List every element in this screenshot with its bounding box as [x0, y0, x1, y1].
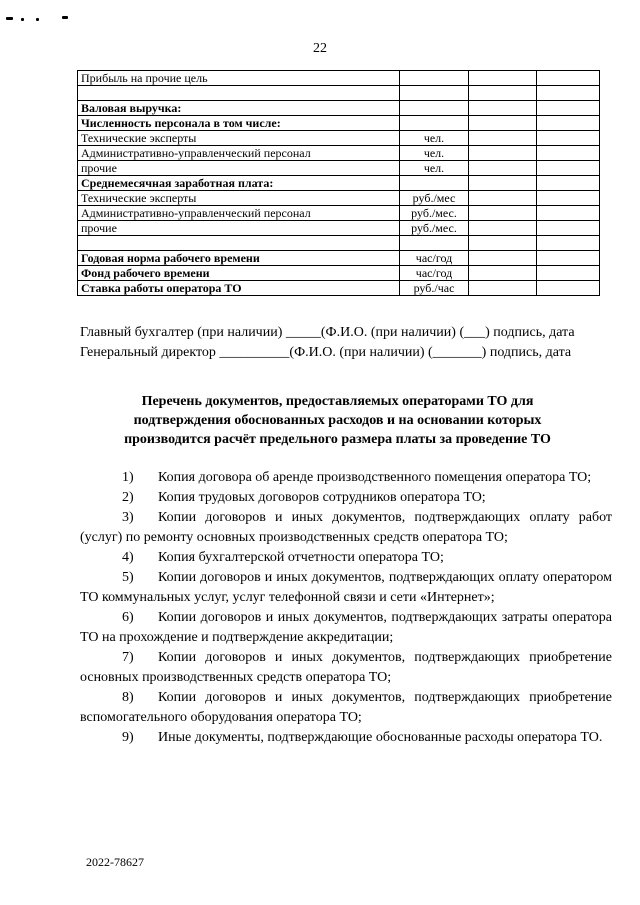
- row-value-cell: [469, 71, 537, 86]
- signature-block: [80, 323, 620, 363]
- row-unit: час/год: [400, 266, 469, 281]
- list-item-text: Копии договоров и иных документов, подтверждающих оплату работ (услуг) по ремонту основных производственных средств оператора ТО;: [80, 510, 612, 545]
- row-value-cell: [537, 176, 600, 191]
- row-value-cell: [469, 131, 537, 146]
- footer-document-code: 2022-78627: [86, 855, 144, 869]
- row-value-cell: [469, 116, 537, 131]
- table-row: [78, 281, 600, 296]
- row-value-cell: [469, 266, 537, 281]
- table-row: [78, 146, 600, 161]
- financial-indicators-table: [77, 70, 600, 296]
- list-item-text: Копии договоров и иных документов, подтверждающих приобретение вспомогательного оборудования оператора ТО;: [80, 690, 612, 725]
- list-item: [80, 508, 612, 548]
- list-item: [80, 688, 612, 728]
- row-value-cell: [537, 86, 600, 101]
- scan-artifact-marks: [6, 14, 76, 22]
- row-unit: чел.: [400, 161, 469, 176]
- list-item-number: 8): [122, 690, 134, 705]
- row-value-cell: [469, 251, 537, 266]
- list-item-text: Копия трудовых договоров сотрудников оператора ТО;: [158, 490, 486, 505]
- row-unit: [400, 101, 469, 116]
- list-item-number: 5): [122, 570, 134, 585]
- documents-list: [80, 468, 612, 748]
- list-item-number: 6): [122, 610, 134, 625]
- row-value-cell: [537, 236, 600, 251]
- table-row: [78, 266, 600, 281]
- row-unit: [400, 86, 469, 101]
- list-item-text: Копия договора об аренде производственного помещения оператора ТО;: [158, 470, 592, 485]
- list-item-text: Копии договоров и иных документов, подтверждающих затраты оператора ТО на прохождение и подтверждение аккредитации;: [80, 610, 612, 645]
- row-label: Административно-управленческий персонал: [78, 146, 400, 161]
- list-item: [80, 548, 612, 568]
- row-value-cell: [469, 221, 537, 236]
- table-row: [78, 176, 600, 191]
- table-row: [78, 236, 600, 251]
- table-row: [78, 221, 600, 236]
- row-unit: час/год: [400, 251, 469, 266]
- heading-line: подтверждения обоснованных расходов и на основании которых: [133, 413, 542, 428]
- row-unit: [400, 116, 469, 131]
- row-label: Численность персонала в том числе:: [78, 116, 400, 131]
- table-row: [78, 116, 600, 131]
- row-value-cell: [537, 101, 600, 116]
- list-item-number: 4): [122, 550, 134, 565]
- table-row: [78, 86, 600, 101]
- table-row: [78, 161, 600, 176]
- list-item: [80, 488, 612, 508]
- row-value-cell: [537, 191, 600, 206]
- list-item: [80, 608, 612, 648]
- table-row: [78, 101, 600, 116]
- row-value-cell: [537, 206, 600, 221]
- row-value-cell: [469, 206, 537, 221]
- row-label: [78, 236, 400, 251]
- page-number: 22: [313, 41, 327, 56]
- list-item-number: 3): [122, 510, 134, 525]
- row-value-cell: [469, 101, 537, 116]
- row-value-cell: [469, 281, 537, 296]
- list-item-number: 2): [122, 490, 134, 505]
- row-value-cell: [537, 131, 600, 146]
- table-row: [78, 191, 600, 206]
- row-label: Технические эксперты: [78, 191, 400, 206]
- row-unit: чел.: [400, 146, 469, 161]
- row-value-cell: [537, 161, 600, 176]
- row-label: Среднемесячная заработная плата:: [78, 176, 400, 191]
- table-row: [78, 251, 600, 266]
- documents-list-heading: [90, 392, 585, 449]
- list-item-text: Иные документы, подтверждающие обоснованные расходы оператора ТО.: [158, 730, 603, 745]
- table-row: [78, 71, 600, 86]
- director-signature-line: Генеральный директор __________(Ф.И.О. (при наличии) (_______) подпись, дата: [80, 345, 572, 360]
- row-unit: руб./мес.: [400, 206, 469, 221]
- list-item: [80, 568, 612, 608]
- list-item: [80, 648, 612, 688]
- list-item-text: Копии договоров и иных документов, подтверждающих приобретение основных производственных средств оператора ТО;: [80, 650, 612, 685]
- row-unit: [400, 176, 469, 191]
- list-item: [80, 728, 612, 748]
- row-value-cell: [469, 86, 537, 101]
- row-label: Административно-управленческий персонал: [78, 206, 400, 221]
- row-label: Ставка работы оператора ТО: [78, 281, 400, 296]
- row-label: Фонд рабочего времени: [78, 266, 400, 281]
- row-value-cell: [537, 281, 600, 296]
- row-unit: руб./мес: [400, 191, 469, 206]
- row-unit: [400, 71, 469, 86]
- row-unit: руб./час: [400, 281, 469, 296]
- list-item-text: Копия бухгалтерской отчетности оператора ТО;: [158, 550, 444, 565]
- row-label: Валовая выручка:: [78, 101, 400, 116]
- heading-line: производится расчёт предельного размера платы за проведение ТО: [124, 432, 551, 447]
- list-item: [80, 468, 612, 488]
- list-item-number: 1): [122, 470, 134, 485]
- row-label: Годовая норма рабочего времени: [78, 251, 400, 266]
- row-label: Прибыль на прочие цель: [78, 71, 400, 86]
- row-value-cell: [469, 176, 537, 191]
- row-label: [78, 86, 400, 101]
- row-unit: руб./мес.: [400, 221, 469, 236]
- list-item-text: Копии договоров и иных документов, подтверждающих оплату оператором ТО коммунальных услуг, услуг телефонной связи и сети «Интернет»;: [80, 570, 612, 605]
- accountant-signature-line: Главный бухгалтер (при наличии) _____(Ф.И.О. (при наличии) (___) подпись, дата: [80, 325, 575, 340]
- row-value-cell: [537, 251, 600, 266]
- row-label: Технические эксперты: [78, 131, 400, 146]
- row-value-cell: [469, 146, 537, 161]
- row-label: прочие: [78, 161, 400, 176]
- list-item-number: 9): [122, 730, 134, 745]
- row-value-cell: [537, 71, 600, 86]
- row-value-cell: [537, 116, 600, 131]
- table-row: [78, 131, 600, 146]
- row-unit: чел.: [400, 131, 469, 146]
- table-row: [78, 206, 600, 221]
- row-value-cell: [537, 146, 600, 161]
- row-label: прочие: [78, 221, 400, 236]
- row-value-cell: [469, 191, 537, 206]
- row-value-cell: [537, 221, 600, 236]
- row-unit: [400, 236, 469, 251]
- row-value-cell: [469, 161, 537, 176]
- row-value-cell: [537, 266, 600, 281]
- row-value-cell: [469, 236, 537, 251]
- list-item-number: 7): [122, 650, 134, 665]
- heading-line: Перечень документов, предоставляемых операторами ТО для: [141, 394, 534, 409]
